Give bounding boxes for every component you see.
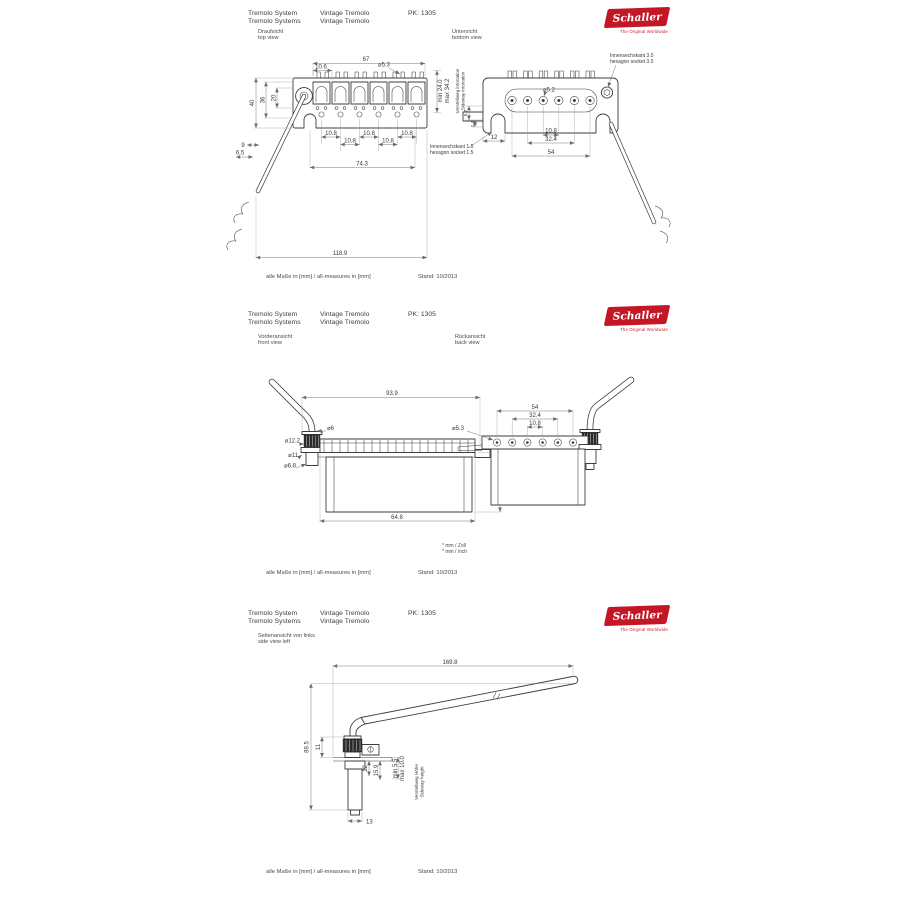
hex-1-5-de: Innensechskant 1.5: [430, 144, 474, 150]
intonation-note-en: Sideway intonation: [460, 71, 466, 111]
dim-74-3: 74.3: [356, 161, 368, 168]
dim-12: 12: [490, 135, 498, 141]
logo-tagline: The Original Worldwide: [620, 28, 668, 34]
dim-2-4: 2.4: [470, 120, 475, 128]
dim-169-8: 169.8: [442, 659, 458, 666]
schaller-logo-p3: Schaller The Original Worldwide: [606, 606, 668, 632]
dim-10-8: 10.8: [325, 131, 337, 137]
base-plate-edge: [318, 453, 475, 458]
intonation-max: max 34.2: [445, 78, 451, 104]
hex-3-0-en: hexagon socket 3.0: [610, 59, 654, 65]
view-label-bottom-view: Untersicht bottom view: [452, 29, 482, 42]
schaller-logo-p1: [606, 8, 668, 34]
dim-10-8: 10.8: [545, 128, 557, 135]
schaller-logo-p2: Schaller The Original Worldwide: [606, 306, 668, 332]
model-title-p3: Vintage Tremolo Vintage Tremolo: [320, 610, 370, 625]
part-number-p1: PK: 1305: [408, 10, 436, 17]
sustain-block: [326, 457, 472, 512]
dim-dia-6: ⌀6: [327, 426, 334, 432]
revision-date-p3: Stand: 10/2013: [418, 869, 458, 875]
top-view-plate: [227, 72, 427, 250]
dim-10-8: 10.8: [529, 420, 541, 427]
collar-flange: [344, 736, 361, 739]
logo-wordmark: Schaller: [612, 10, 662, 25]
dim-32-4: 32.4: [529, 412, 541, 419]
side-view: [305, 660, 578, 826]
dim-dia-5-3: ⌀5.3: [452, 426, 464, 432]
product-title-p1: [248, 10, 301, 25]
saddle-tails: [508, 71, 595, 78]
revision-date-p1: Stand: 10/2013: [418, 274, 458, 280]
dim-54: 54: [531, 404, 539, 411]
height-travel-note-de: Verstellweg Höhe: [414, 764, 419, 800]
dim-10-8: 10.8: [401, 131, 413, 137]
collar-flange: [302, 432, 322, 435]
hex-1-5-en: hexagon socket 1.5: [430, 150, 474, 156]
intonation-note-de: Verstellweg intonation: [455, 68, 460, 114]
product-title-p2: Tremolo System Tremolo Systems: [248, 311, 301, 326]
dim-89-5: 89.5: [304, 741, 311, 753]
part-number-p2: PK: 1305: [408, 311, 436, 318]
dim-54: 54: [547, 149, 555, 156]
drawing-side-view: [285, 645, 640, 855]
model-de: Vintage Tremolo: [320, 10, 370, 17]
view-label-back-view: Rückansicht back view: [455, 334, 486, 347]
dim-10-8: 10.8: [382, 138, 394, 145]
dim-13: 13: [366, 819, 373, 826]
product-en: Tremolo Systems: [248, 17, 301, 25]
dim-118-9: 118.9: [332, 251, 348, 257]
product-de: Tremolo System: [248, 10, 298, 17]
measures-note-p2: alle Maße in [mm] / all-measures in [mm]: [266, 570, 371, 576]
dim-12: 12: [363, 765, 369, 772]
dim-min-5-5: min 5.5: [393, 758, 399, 779]
part-number-p3: PK: 1305: [408, 610, 436, 617]
measures-note-p1: alle Maße in [mm] / all-measures in [mm]: [266, 274, 371, 280]
model-en: Vintage Tremolo: [320, 17, 370, 25]
view-label-front-view: Vorderansicht front view: [258, 334, 293, 347]
dim-9: 9: [241, 143, 245, 149]
model-title-p1: [320, 10, 369, 25]
base-plate-section: [333, 758, 392, 762]
dim-dia-6-8: ⌀6.8: [284, 463, 296, 470]
sustain-block: [491, 449, 585, 505]
saddle-tail-screws: [317, 72, 423, 78]
dim-32-4: 32.4: [545, 136, 557, 143]
drawing-top-and-bottom-view: [225, 48, 690, 298]
dim-dia-5-2: ⌀5.2: [543, 87, 555, 94]
dim-dia-5-3: ⌀5.3: [378, 62, 390, 69]
dim-max-10-0: max 10.0: [400, 756, 406, 781]
spring-hook-icon: [655, 206, 670, 227]
back-view: [452, 380, 631, 505]
revision-date-p2: Stand: 10/2013: [418, 570, 458, 576]
spring-hook-icon: [234, 202, 249, 223]
dim-93-9: 93.9: [386, 391, 398, 397]
spring-hook-icon: [227, 229, 242, 250]
block-post: [348, 769, 362, 810]
model-title-p2: Vintage Tremolo Vintage Tremolo: [320, 311, 370, 326]
dim-10-8: 10.8: [363, 131, 375, 137]
spring-hook-icon: [660, 231, 668, 243]
dim-10-6: 10.6: [315, 64, 327, 71]
dim-40: 40: [250, 99, 256, 107]
hex-screw: [601, 87, 612, 98]
dim-67: 67: [362, 57, 370, 63]
arm-bushing: [306, 453, 318, 466]
dim-15-9: 15.9: [374, 764, 380, 777]
view-label-side-view: Seitenansicht von links side view left: [258, 633, 315, 646]
units-note: * mm / Zoll * mm / inch: [442, 543, 468, 556]
dim-36: 36: [260, 96, 267, 104]
dim-5-7: 5.7: [463, 109, 468, 117]
dim-dia-12-2: ⌀12.2: [284, 438, 300, 445]
dim-64-8: 64.8: [391, 514, 403, 521]
front-view: [272, 382, 507, 522]
bottom-plate-outline: [483, 78, 618, 133]
logo-parallelogram: [604, 7, 671, 28]
drawing-front-and-back-view: [245, 360, 700, 585]
measures-note-p3: alle Maße in [mm] / all-measures in [mm]: [266, 869, 371, 875]
hex-3-0-de: Innensechskant 3.0: [610, 53, 654, 59]
product-title-p3: Tremolo System Tremolo Systems: [248, 610, 301, 625]
tremolo-arm-bottom-view: [611, 124, 670, 243]
tremolo-arm-top-view: [227, 96, 304, 250]
intonation-min: min 24.0: [438, 79, 444, 103]
view-label-top-view: Draufsicht top view: [258, 29, 284, 42]
height-travel-note-en: Sideway height: [419, 766, 425, 798]
dim-11: 11: [316, 743, 322, 751]
dim-20: 20: [271, 94, 278, 102]
intonation-travel: [433, 68, 466, 113]
bottom-view-plate: [460, 71, 670, 243]
arm-bushing: [584, 450, 596, 464]
dim-6-5: 6.5: [235, 150, 245, 157]
dim-10-8: 10.8: [344, 138, 356, 145]
dim-dia-11: ⌀11: [288, 453, 298, 459]
